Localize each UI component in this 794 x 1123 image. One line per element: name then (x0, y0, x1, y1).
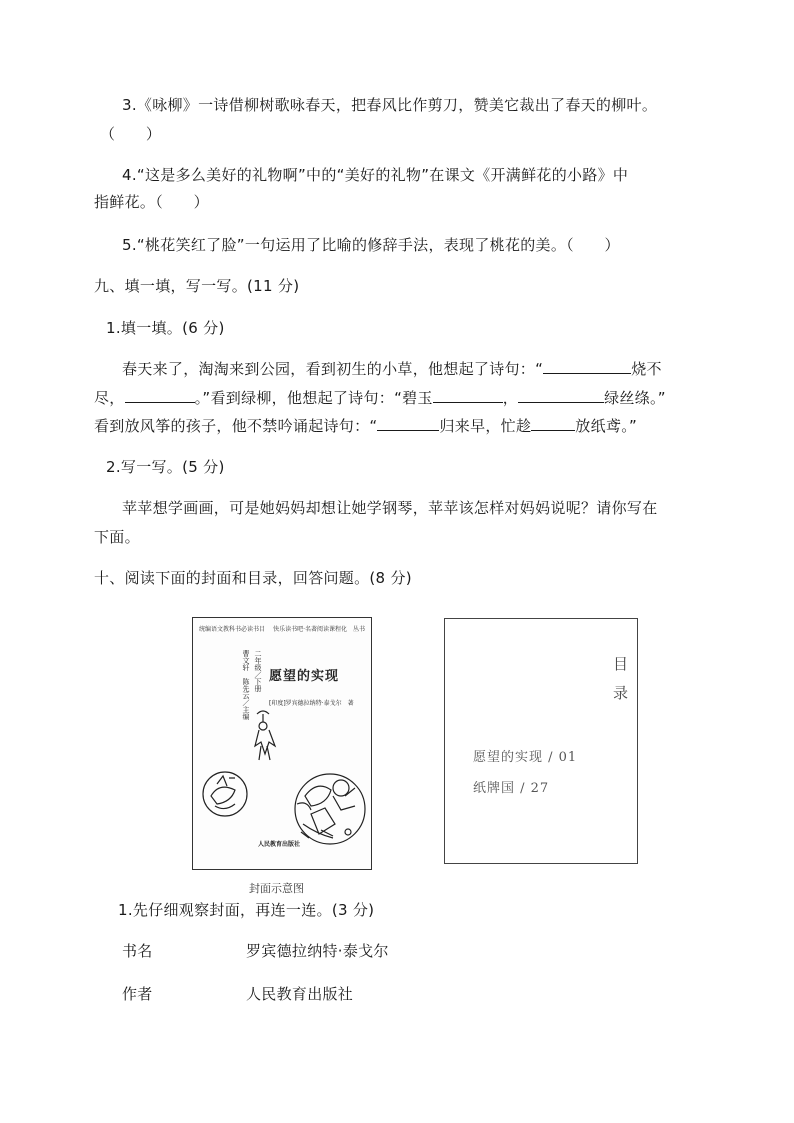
section-9-sub2-heading: 2.写一写。(5 分) (106, 458, 225, 476)
toc-entry-2: 纸牌国 / 27 (473, 781, 550, 796)
section-10-heading: 十、阅读下面的封面和目录，回答问题。(8 分) (94, 569, 412, 587)
blank-6[interactable] (531, 416, 575, 431)
section-9-heading: 九、填一填，写一写。(11 分) (94, 277, 300, 295)
section-10-sub1-heading: 1.先仔细观察封面，再连一连。(3 分) (118, 901, 375, 919)
question-4-text: 4.“这是多么美好的礼物啊”中的“美好的礼物”在课文《开满鲜花的小路》中 (122, 166, 629, 184)
cover-editors: 曹文轩 陈先云／主编 (242, 650, 250, 720)
blank-3[interactable] (433, 388, 503, 403)
question-4 (122, 165, 628, 185)
toc-title-char-1: 目 (613, 655, 629, 673)
question-5-text: 5.“桃花笑红了脸”一句运用了比喻的修辞手法，表现了桃花的美。（ ） (122, 236, 620, 254)
fill-paragraph-line3: 看到放风筝的孩子，他不禁吟诵起诗句：“ 归来早，忙趁 放纸鸢。” (94, 417, 638, 435)
match-left-item-2[interactable]: 作者 (122, 985, 153, 1003)
blank-2[interactable] (125, 388, 195, 403)
match-right-item-2[interactable]: 人民教育出版社 (246, 985, 354, 1003)
match-left-item-1[interactable]: 书名 (122, 942, 153, 960)
match-right-item-1[interactable]: 罗宾德拉纳特·泰戈尔 (246, 942, 389, 960)
writing-prompt-line1: 苹苹想学画画，可是她妈妈却想让她学钢琴，苹苹该怎样对妈妈说呢？请你写在 (122, 499, 658, 517)
question-4-line2[interactable]: 指鲜花。（ ） (94, 193, 209, 211)
cover-series-label-right: 快乐读书吧·名著阅读课程化 丛书 (273, 626, 365, 633)
cover-caption: 封面示意图 (249, 882, 304, 895)
cover-title: 愿望的实现 (269, 669, 340, 684)
book-cover-illustration (192, 617, 372, 870)
question-3 (122, 95, 657, 115)
table-of-contents (444, 618, 638, 864)
writing-prompt-line2: 下面。 (94, 528, 140, 546)
blank-4[interactable] (518, 388, 604, 403)
cover-series-label: 统编语文教科书必读书目 (199, 626, 266, 633)
cover-author: [印度]罗宾德拉纳特·泰戈尔 著 (269, 700, 354, 707)
cover-drawing (193, 618, 373, 871)
question-3-answer-paren[interactable]: （ ） (100, 125, 162, 143)
question-3-text: 3.《咏柳》一诗借柳树歌咏春天，把春风比作剪刀，赞美它裁出了春天的柳叶。 (122, 96, 658, 114)
toc-title-char-2: 录 (613, 684, 629, 702)
section-9-sub1-heading: 1.填一填。(6 分) (106, 319, 225, 337)
fill-paragraph-line1: 春天来了，淘淘来到公园，看到初生的小草，他想起了诗句：“ 烧不 (122, 360, 662, 378)
blank-1[interactable] (543, 359, 631, 374)
toc-entry-1: 愿望的实现 / 01 (473, 750, 578, 765)
fill-paragraph-line2: 尽， 。”看到绿柳，他想起了诗句：“碧玉 ， 绿丝绦。” (94, 389, 666, 407)
cover-grade: 二年级／下册 (254, 650, 262, 692)
cover-publisher: 人民教育出版社 (258, 841, 301, 848)
blank-5[interactable] (377, 416, 439, 431)
question-5[interactable] (122, 235, 620, 255)
